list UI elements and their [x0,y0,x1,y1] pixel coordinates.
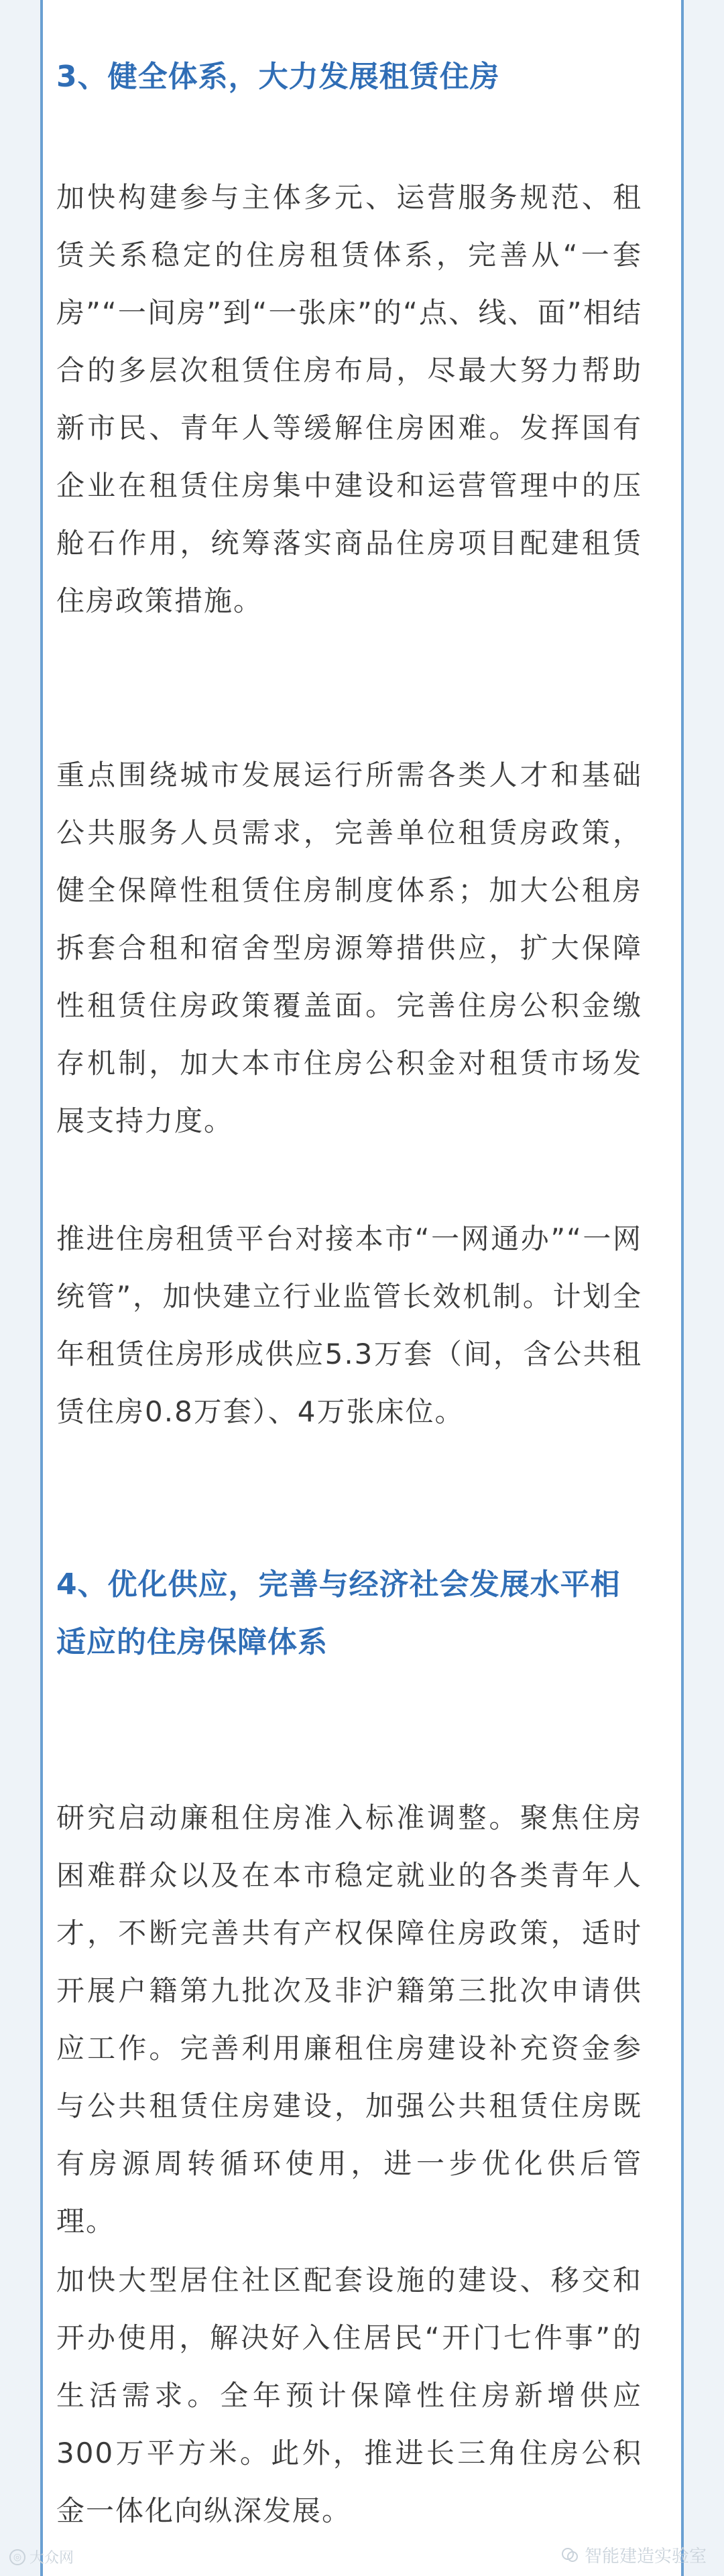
section-4-paragraph-2: 加快大型居住社区配套设施的建设、移交和开办使用，解决好入住居民“开门七件事”的生活需求。全年预计保障性住房新增供应300万平方米。此外，推进长三角住房公积金一体化向纵深发展。 [56,2264,642,2527]
source-watermark [9,2547,74,2567]
watermark-logo-icon: ◎ [9,2549,25,2565]
section-3-paragraph-1: 加快构建参与主体多元、运营服务规范、租赁关系稳定的住房租赁体系，完善从“一套房”“一间房”到“一张床”的“点、线、面”相结合的多层次租赁住房布局，尽最大努力帮助新市民、青年人等缓解住房困难。发挥国有企业在租赁住房集中建设和运营管理中的压舱石作用，统筹落实商品住房项目配建租赁住房政策措施。 [56,181,642,617]
wechat-icon [560,2546,579,2565]
section-3-paragraph-3: 推进住房租赁平台对接本市“一网通办”“一网统管”，加快建立行业监管长效机制。计划全年租赁住房形成供应5.3万套（间，含公共租赁住房0.8万套）、4万张床位。 [56,1222,642,1428]
section-3-paragraph-2: 重点围绕城市发展运行所需各类人才和基础公共服务人员需求，完善单位租赁房政策，健全保障性租赁住房制度体系；加大公租房拆套合租和宿舍型房源筹措供应，扩大保障性租赁住房政策覆盖面。完善住房公积金缴存机制，加大本市住房公积金对租赁市场发展支持力度。 [56,759,642,1137]
section-3-heading: 3、健全体系，大力发展租赁住房 [56,60,500,94]
watermark-left-text: 大众网 [29,2550,74,2567]
watermark-right-text: 智能建造实验室 [584,2547,707,2567]
section-4-paragraph-1: 研究启动廉租住房准入标准调整。聚焦住房困难群众以及在本市稳定就业的各类青年人才，不断完善共有产权保障住房政策，适时开展户籍第九批次及非沪籍第三批次申请供应工作。完善利用廉租住房建设补充资金参与公共租赁住房建设，加强公共租赁住房既有房源周转循环使用，进一步优化供后管理。 [56,1801,642,2238]
section-4-heading: 4、优化供应，完善与经济社会发展水平相适应的住房保障体系 [56,1567,621,1659]
account-watermark [560,2542,707,2567]
